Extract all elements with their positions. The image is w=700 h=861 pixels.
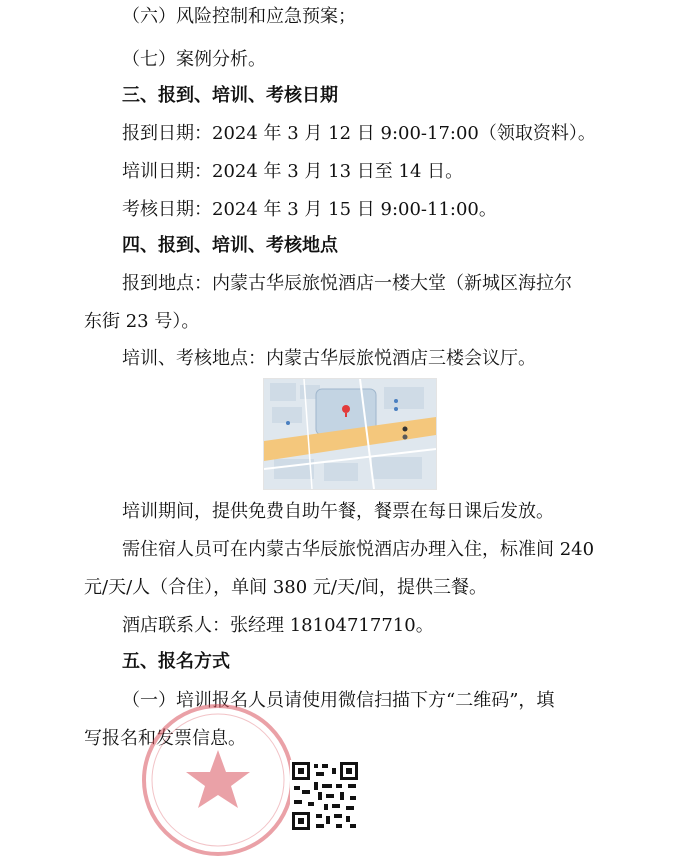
text-line-7: 报到地点：内蒙古华辰旅悦酒店一楼大堂（新城区海拉尔 bbox=[122, 273, 572, 294]
text-line-12: 元/天/人（合住），单间 380 元/天/间，提供三餐。 bbox=[84, 577, 488, 598]
map-graphic bbox=[264, 379, 436, 489]
text-line-6: 考核日期：2024 年 3 月 15 日 9:00-11:00。 bbox=[122, 199, 497, 220]
text-line-15: 写报名和发票信息。 bbox=[84, 728, 246, 749]
text-line-9: 培训、考核地点：内蒙古华辰旅悦酒店三楼会议厅。 bbox=[122, 348, 536, 369]
registration-qr-code[interactable] bbox=[290, 760, 360, 832]
text-line-14: （一）培训报名人员请使用微信扫描下方“二维码”，填 bbox=[122, 690, 555, 711]
text-line-2: （七）案例分析。 bbox=[122, 49, 266, 70]
text-line-5: 培训日期：2024 年 3 月 13 日至 14 日。 bbox=[122, 161, 464, 182]
text-line-11: 需住宿人员可在内蒙古华辰旅悦酒店办理入住，标准间 240 bbox=[122, 539, 595, 560]
section-heading-3: 三、报到、培训、考核日期 bbox=[122, 85, 338, 106]
text-line-8: 东街 23 号）。 bbox=[84, 311, 200, 332]
section-heading-4: 四、报到、培训、考核地点 bbox=[122, 235, 338, 256]
text-line-4: 报到日期：2024 年 3 月 12 日 9:00-17:00（领取资料）。 bbox=[122, 123, 596, 144]
text-line-1: （六）风险控制和应急预案； bbox=[122, 6, 356, 27]
text-line-10: 培训期间，提供免费自助午餐，餐票在每日课后发放。 bbox=[122, 501, 554, 522]
official-seal bbox=[138, 700, 298, 860]
text-line-13: 酒店联系人：张经理 18104717710。 bbox=[122, 615, 434, 636]
location-map bbox=[263, 378, 437, 490]
section-heading-5: 五、报名方式 bbox=[122, 651, 230, 672]
